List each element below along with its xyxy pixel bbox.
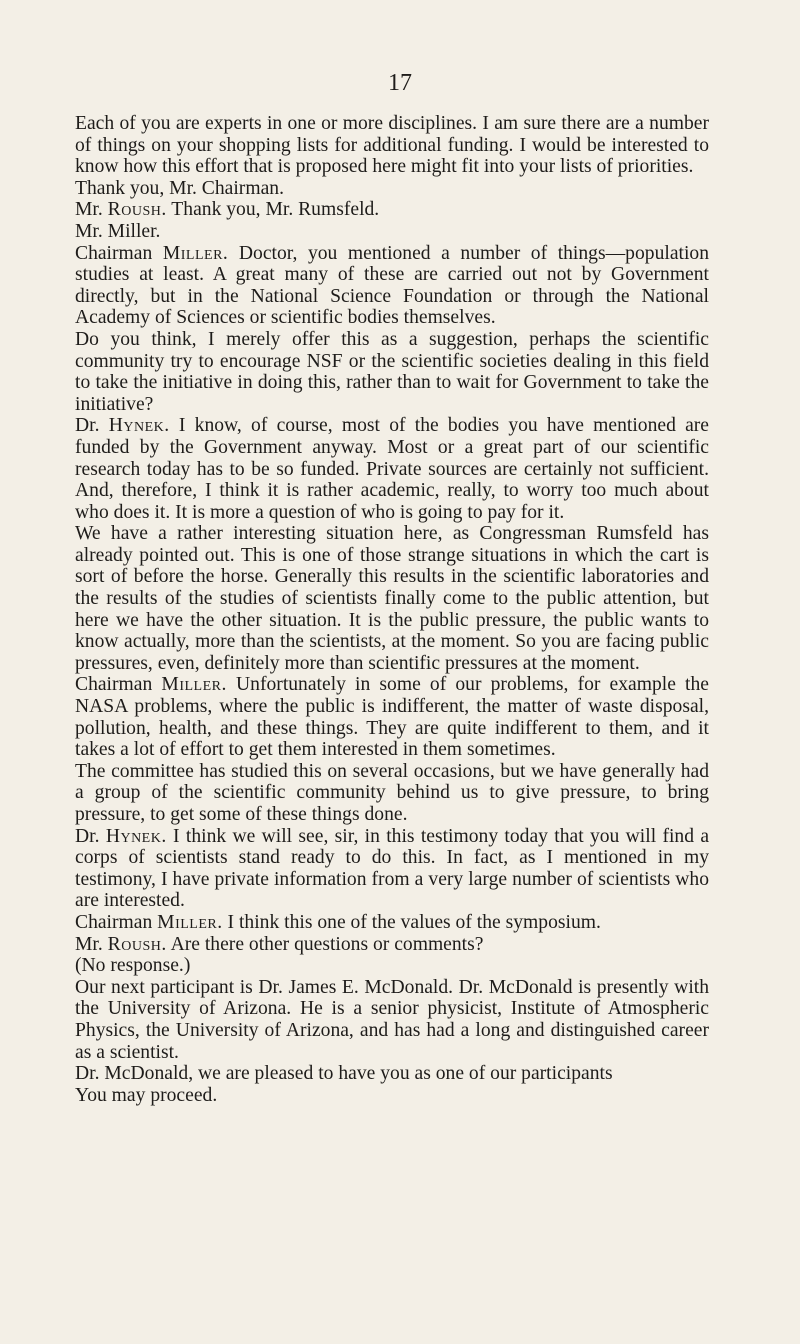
paragraph [75, 1085, 709, 1107]
paragraph-text: Our next participant is Dr. James E. McDonald. Dr. McDonald is presently with the University of Arizona. He is a senior physicist, Institute of Atmospheric Physics, the University of Arizona, and has had a long and distinguished career as a scientist. [75, 976, 709, 1063]
paragraph [75, 178, 709, 200]
paragraph-text: Mr. Miller. [75, 220, 161, 242]
paragraph [75, 912, 709, 934]
paragraph-text: Thank you, Mr. Chairman. [75, 177, 284, 199]
paragraph-text: I know, of course, most of the bodies you have mentioned are funded by the Government anyway. Most or a great part of our scientific research today has to be so funded. Private sources are certainly not sufficient. And, therefore, I think it is rather academic, really, to worry too much about who does it. It is more a question of who is going to pay for it. [75, 415, 710, 523]
paragraph [75, 826, 709, 912]
paragraph-text: Doctor, you mentioned a number of things—population studies at least. A great many of these are carried out not by Government directly, but in the National Science Foundation or through the National Academy of Sciences or scientific bodies themselves. [75, 242, 709, 329]
paragraph [75, 199, 709, 221]
paragraph-text: Are there other questions or comments? [166, 933, 484, 955]
paragraph-text: I think we will see, sir, in this testimony today that you will find a corps of scientists stand ready to do this. In fact, as I mentioned in my testimony, I have private information from a very large number of scientists who are interested. [75, 825, 710, 912]
paragraph-text: You may proceed. [75, 1084, 218, 1106]
testimony-text [75, 113, 709, 1106]
paragraph [75, 415, 709, 523]
paragraph-text: Each of you are experts in one or more disciplines. I am sure there are a number of things on your shopping lists for additional funding. I would be interested to know how this effort that is proposed here might fit into your lists of priorities. [75, 113, 709, 178]
speaker-name: Chairman Miller. [75, 911, 223, 933]
paragraph-text: I think this one of the values of the symposium. [222, 911, 601, 933]
speaker-name: Chairman Miller. [75, 674, 227, 696]
paragraph-text: We have a rather interesting situation here, as Congressman Rumsfeld has already pointed out. This is one of those strange situations in which the cart is sort of before the horse. Generally this results in the scientific laboratories and the results of the studies of scientists finally come to the public attention, but here we have the other situation. It is the public pressure, the public wants to know actually, more than the scientists, at the moment. So you are facing public pressures, even, definitely more than scientific pressures at the moment. [75, 523, 709, 674]
paragraph-text: (No response.) [75, 955, 191, 977]
speaker-name: Dr. Hynek. [75, 825, 167, 847]
speaker-name: Dr. Hynek. [75, 415, 170, 437]
paragraph [75, 243, 709, 329]
speaker-name: Mr. Roush. [75, 199, 167, 221]
paragraph [75, 1063, 709, 1085]
paragraph-text: Thank you, Mr. Rumsfeld. [166, 199, 380, 221]
paragraph [75, 523, 709, 674]
paragraph-text: The committee has studied this on several occasions, but we have generally had a group of the scientific community behind us to give pressure, to bring pressure, to get some of these things done. [75, 760, 709, 825]
paragraph [75, 955, 709, 977]
paragraph-text: Do you think, I merely offer this as a suggestion, perhaps the scientific community try to encourage NSF or the scientific societies dealing in this field to take the initiative in doing this, rather than to wait for Government to take the initiative? [75, 328, 709, 415]
paragraph [75, 674, 709, 760]
speaker-name: Chairman Miller. [75, 242, 229, 264]
speaker-name: Mr. Roush. [75, 933, 167, 955]
paragraph [75, 113, 709, 178]
paragraph-text: Dr. McDonald, we are pleased to have you as one of our participants [75, 1063, 613, 1085]
paragraph [75, 221, 709, 243]
paragraph [75, 977, 709, 1063]
page-number: 17 [388, 70, 412, 96]
paragraph-text: Unfortunately in some of our problems, for example the NASA problems, where the public is indifferent, the matter of waste disposal, pollution, health, and these things. They are quite indifferent to them, and it takes a lot of effort to get them interested in them sometimes. [75, 674, 709, 761]
paragraph [75, 761, 709, 826]
paragraph [75, 329, 709, 415]
paragraph [75, 934, 709, 956]
